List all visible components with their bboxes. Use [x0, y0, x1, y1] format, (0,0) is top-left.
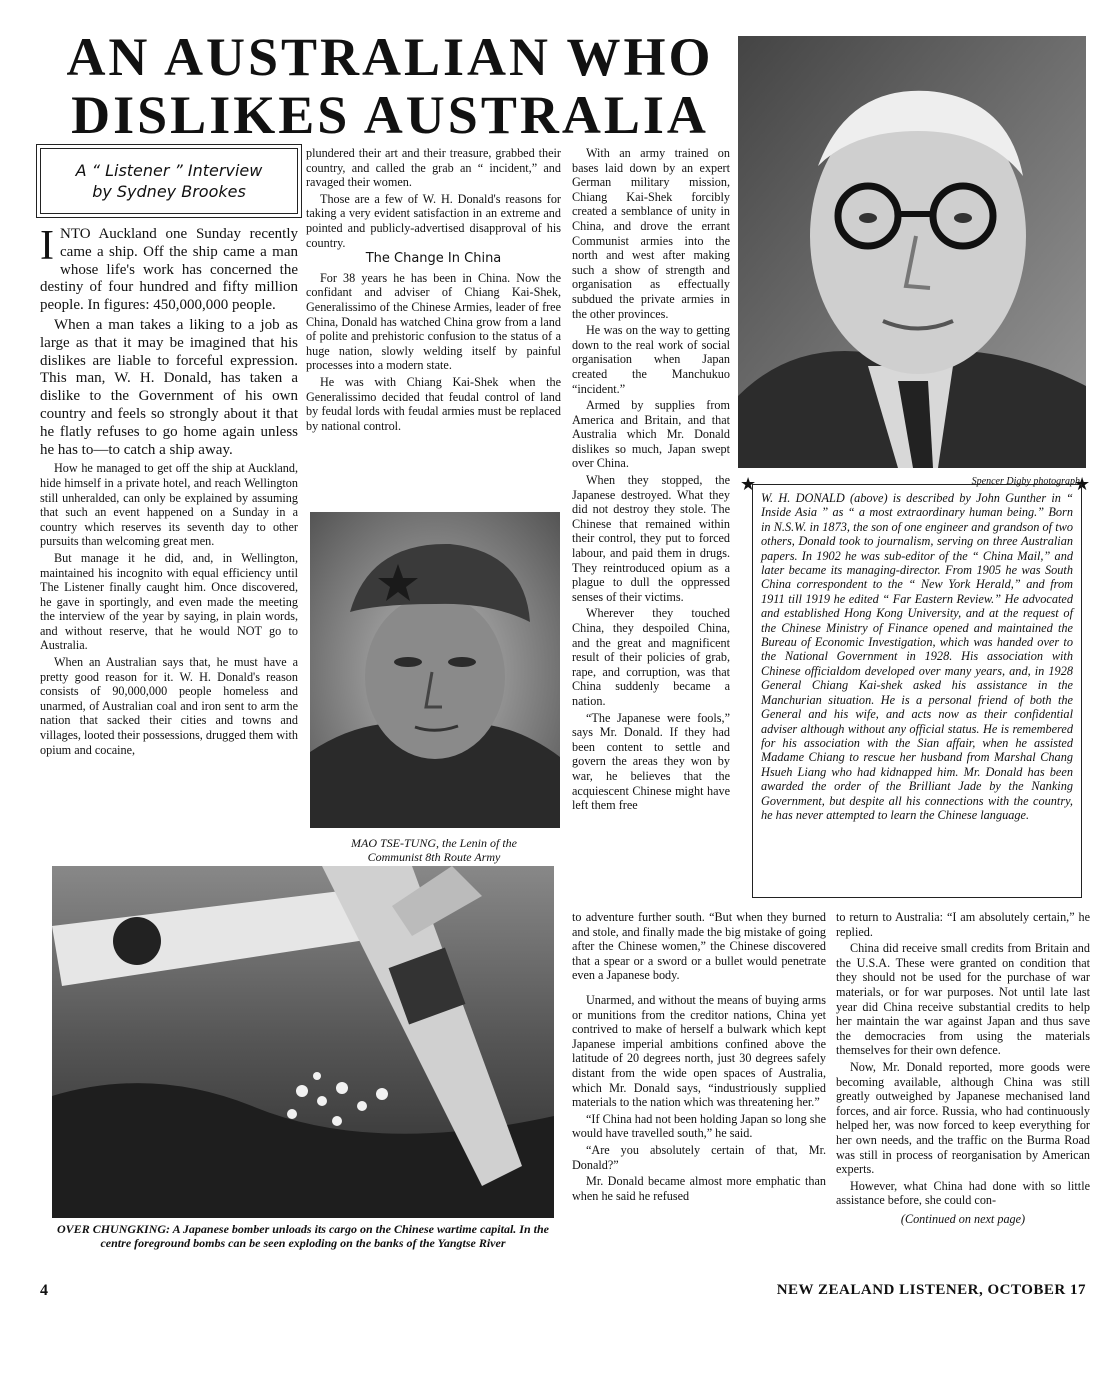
sidebar-bio [752, 484, 1082, 898]
column-1 [40, 223, 298, 757]
paragraph: to return to Australia: “I am absolutely certain,” he replied. [836, 910, 1090, 939]
byline-box [40, 148, 298, 214]
paragraph: When an Australian says that, he must have a pretty good reason for it. W. H. Donald's reason consists of 90,000,000 people homeless and unarmed, of Australian coal and iron sent to arm the nation that sacked their cities and towns and villages, looted their possessions, drugged them with opium and cocaine, [40, 655, 298, 757]
column-3 [572, 146, 730, 813]
paragraph: “The Japanese were fools,” says Mr. Donald. If they had been content to settle and govern the areas they won by war, he believes that the acquiescent Chinese might have left them free [572, 710, 730, 813]
headline [40, 28, 740, 144]
column-middle-lower [572, 910, 826, 1203]
bomber-caption: OVER CHUNGKING: A Japanese bomber unloads its cargo on the Chinese wartime capital. In the centre foreground bombs can be seen exploding on the banks of the Yangtse River [57, 1222, 549, 1250]
byline-author: by Sydney Brookes [92, 182, 246, 201]
paragraph: China did receive small credits from Britain and the U.S.A. These were granted on condition that they should not be used for the purchase of war materials, or for war purposes. Not until late last year did China receive substantial credits to help her maintain the war against Japan and thus save the democracies from using the materials themselves for their own defence. [836, 941, 1090, 1058]
paragraph: With an army trained on bases laid down by an expert German military mission, Chiang Kai-Shek forcibly created a semblance of unity in China, and drove the errant Communist armies into the north and west after making such a show of strength and organisation as effectually subdued the private armies in the other provinces. [572, 146, 730, 321]
lead-paragraph-2: When a man takes a liking to a job as large as that it may be imagined that his dislikes are liable to forceful expression. This man, W. H. Donald, has taken a dislike to the Government of his own country and feels so strongly about it that he flatly refuses to go home again unless he has to—to catch a ship away. [40, 316, 298, 458]
paragraph: Those are a few of W. H. Donald's reasons for taking a very evident satisfaction in an extreme and pointed and publicly-advertised disapproval of his country. [306, 191, 561, 250]
photo-credit: Spencer Digby photograph [971, 476, 1080, 487]
publication-footer: NEW ZEALAND LISTENER, OCTOBER 17 [776, 1282, 1086, 1298]
aerial-image-icon [52, 866, 554, 1218]
paragraph: Armed by supplies from America and Britain, and that Australia which Mr. Donald dislikes so much, Japan swept over China. [572, 398, 730, 471]
paragraph: to adventure further south. “But when they burned and stole, and finally made the big mistake of going after the Chinese women,” the Chinese discovered that a spear or a sword or a bullet would penetrate even a Japanese body. [572, 910, 826, 983]
paragraph: For 38 years he has been in China. Now the confidant and adviser of Chiang Kai-Shek, Generalissimo of the Chinese Armies, leader of free China, Donald has watched China grow from a land of polite and prehistoric confusion to the status of a huge nation, slowly welding itself by painful processes into a modern state. [306, 270, 561, 373]
paragraph: Mr. Donald became almost more emphatic than when he said he refused [572, 1174, 826, 1203]
sidebar-text: W. H. DONALD (above) is described by John Gunther in “ Inside Asia ” as “ a most extraordinary human being.” Born in N.S.W. in 1873, the son of one engineer and grandson of two others, Donald took to journalism, serving on three Australian papers. In 1902 he was sub-editor of the “ China Mail,” and later became its managing-director. From 1905 he was South China correspondent to the “ New York Herald,” and from 1911 till 1919 he edited “ Far Eastern Review.” He advocated and established Hong Kong University, and at the request of the Chinese Ministry of Finance opened and maintained the Bureau of Economic Investigation, which was handed over to the National Government in 1928. His association with Chinese officialdom developed over many years, and, in 1928 General Chiang Kai-shek asked his assistance in the Manchurian situation. He is a personal friend of both the General and his wife, and acts now as their confidential adviser although without any official status. He is remembered for his association with the Sian affair, when he assisted Madame Chiang to rescue her husband from Marshal Chang Hsueh Liang who had kidnapped him. Mr. Donald has been awarded the order of the Brilliant Jade by the Nanking Government, but despite all his connections with the country, he has never attempted to learn the Chinese language. [761, 491, 1073, 822]
portrait-image-icon [310, 512, 560, 828]
bomber-photo [52, 866, 554, 1218]
page-number: 4 [40, 1282, 48, 1299]
donald-photo [738, 36, 1086, 468]
paragraph: He was with Chiang Kai-Shek when the Generalissimo decided that feudal control of land by feudal lords with feudal armies must be replaced by national control. [306, 374, 561, 433]
star-icon: ★ [1074, 474, 1091, 495]
paragraph: But manage it he did, and, in Wellington, maintained his incognito with equal efficiency until The Listener finally caught him. Once discovered, he gave in sportingly, and even made the meeting the interview of the year by saying, in plain words, and without reserve, that he would NOT go to Australia. [40, 550, 298, 653]
lead-paragraph: INTO Auckland one Sunday recently came a ship. Off the ship came a man whose life's work has concerned the destiny of four hundred and fifty million people. In figures: 450,000,000 people. [40, 223, 298, 314]
portrait-image-icon [738, 36, 1086, 468]
subheading: The Change In China [365, 251, 502, 267]
drop-cap: I [40, 223, 54, 269]
paragraph: “Are you absolutely certain of that, Mr. Donald?” [572, 1142, 826, 1172]
mao-caption: MAO TSE-TUNG, the Lenin of the Communist 8th Route Army [351, 836, 517, 864]
column-right-lower [836, 910, 1090, 1226]
paragraph: However, what China had done with so little assistance before, she could con- [836, 1178, 1090, 1208]
headline-line-2: DISLIKES AUSTRALIA [71, 85, 709, 145]
paragraph: How he managed to get off the ship at Auckland, hide himself in a private hotel, and reach Wellington still unheralded, can only be explained by assuming that such an event happened on a Sunday in a country which reserves its seventh day to other pursuits than welcoming great men. [40, 461, 298, 549]
mao-photo [310, 512, 560, 828]
paragraph: When they stopped, the Japanese destroyed. What they did not destroy they stole. The Chinese that remained within their control, they put to forced labour, and paid them in drugs. They reintroduced opium as a plague to dull the oppressed senses of their victims. [572, 473, 730, 604]
paragraph: Now, Mr. Donald reported, more goods were becoming available, although China was still greatly outweighed by Japanese mechanised land forces, and air force. Russia, who had continuously helped her, was now forced to keep everything for her own needs, and the traffic on the Burma Road was still in process of reorganisation by American experts. [836, 1059, 1090, 1177]
paragraph: He was on the way to getting down to the real work of social organisation when Japan created the Manchukuo “incident.” [572, 323, 730, 396]
column-2 [306, 146, 561, 433]
paragraph: plundered their art and their treasure, grabbed their country, and called the grab an “ incident,” and ravaged their women. [306, 146, 561, 190]
paragraph: Wherever they touched China, they despoiled China, and the great and magnificent result of their policies of grab, rape, and corruption, was that China suddenly became a nation. [572, 606, 730, 708]
byline-title: A “ Listener ” Interview [75, 161, 263, 180]
paragraph: “If China had not been holding Japan so long she would have travelled south,” he said. [572, 1111, 826, 1141]
continued-note: (Continued on next page) [900, 1211, 1026, 1226]
star-icon: ★ [740, 474, 757, 495]
headline-line-1: AN AUSTRALIAN WHO [66, 27, 714, 87]
paragraph: Unarmed, and without the means of buying arms or munitions from the creditor nations, China yet contrived to make of herself a bulwark which kept Japanese imperial ambitions confined above the latitude of 20 degrees north, just 30 degrees safely distant from the wide open spaces of Australia, which Mr. Donald says, “industriously supplied materials to the nation which was threatening her.” [572, 992, 826, 1110]
